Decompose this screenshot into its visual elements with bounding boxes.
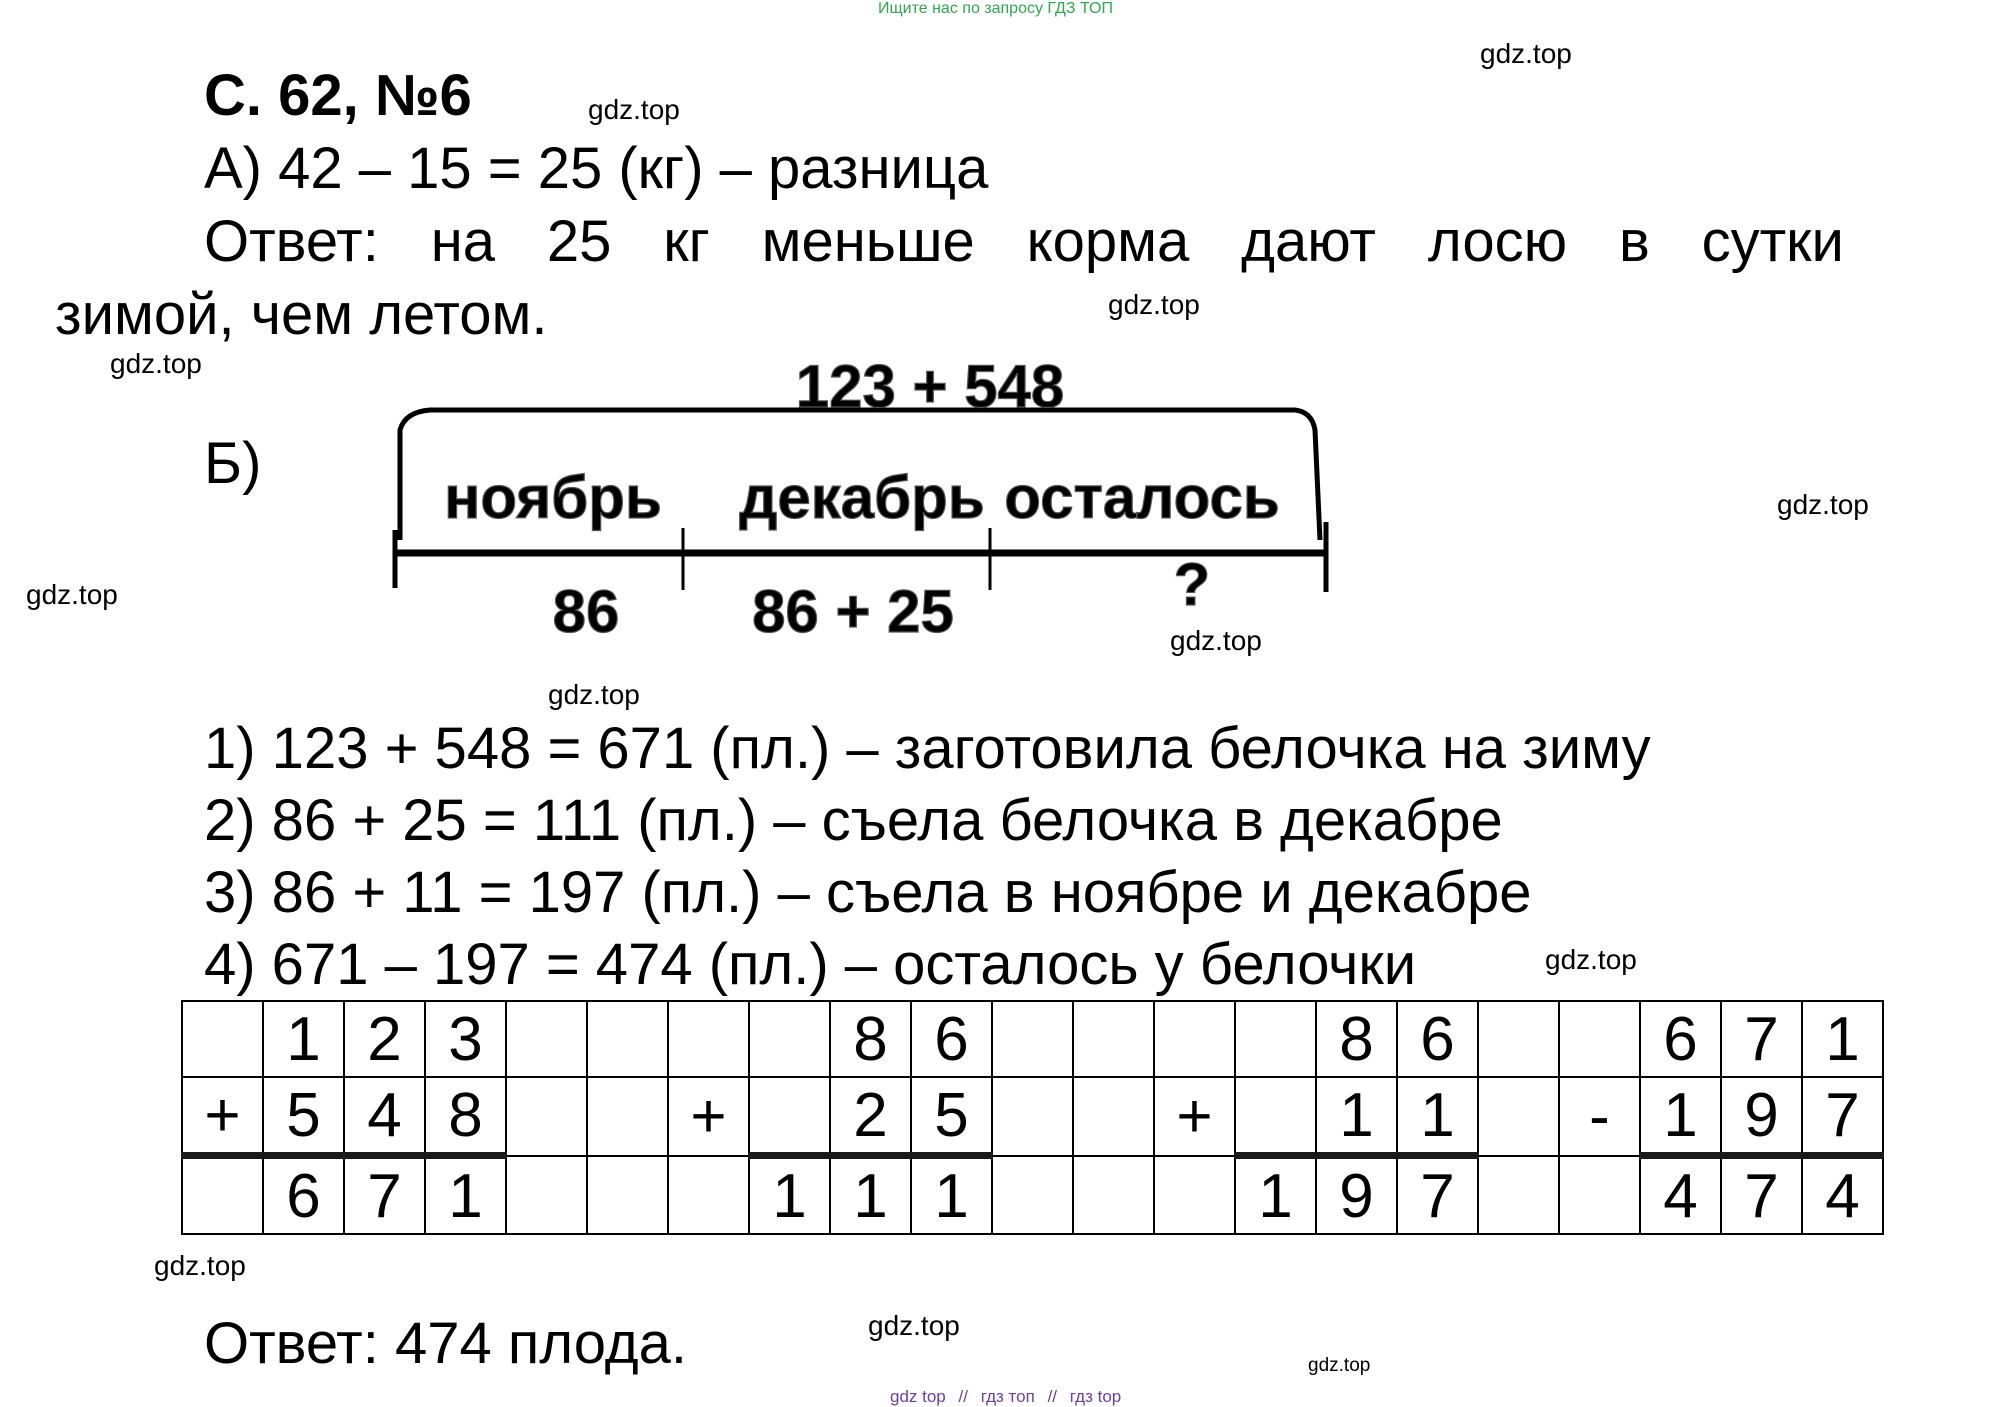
watermark: gdz.top (588, 94, 680, 125)
grid-cell (1559, 1156, 1640, 1235)
grid-cell (992, 1156, 1073, 1235)
watermark: gdz.top (1480, 38, 1572, 69)
watermark: gdz.top (868, 1310, 960, 1341)
part-a-equation: А) 42 – 15 = 25 (кг) – разница (204, 136, 989, 201)
watermark: gdz.top (1108, 289, 1200, 320)
grid-cell: 7 (344, 1156, 425, 1235)
segment-label-december: декабрь (739, 464, 985, 531)
grid-cell (506, 1077, 587, 1156)
answer-word: лосю (1427, 209, 1568, 274)
grid-cell (506, 1156, 587, 1235)
step-3: 3) 86 + 11 = 197 (пл.) – съела в ноябре и декабре (204, 860, 1532, 925)
grid-cell: 4 (1640, 1156, 1721, 1235)
grid-cell: 2 (830, 1077, 911, 1156)
grid-cell (1073, 1077, 1154, 1156)
grid-cell: + (182, 1077, 263, 1156)
total-label: 123 + 548 (795, 353, 1065, 420)
grid-cell: 6 (911, 1001, 992, 1077)
grid-cell: 1 (1235, 1156, 1316, 1235)
answer-word: сутки (1701, 209, 1844, 274)
watermark: gdz.top (1308, 1355, 1371, 1376)
footer-separator: // (958, 1387, 968, 1406)
step-1: 1) 123 + 548 = 671 (пл.) – заготовила белочка на зиму (204, 716, 1651, 781)
grid-cell: 7 (1721, 1001, 1802, 1077)
grid-cell (587, 1001, 668, 1077)
step-2: 2) 86 + 25 = 111 (пл.) – съела белочка в декабре (204, 788, 1503, 853)
value-december: 86 + 25 (752, 578, 954, 645)
segment-label-remaining: осталось (1004, 464, 1280, 531)
grid-cell (1235, 1077, 1316, 1156)
grid-cell (1154, 1001, 1235, 1077)
grid-cell: + (668, 1077, 749, 1156)
grid-cell (1478, 1077, 1559, 1156)
value-november: 86 (552, 578, 620, 645)
grid-cell (182, 1001, 263, 1077)
grid-cell (668, 1156, 749, 1235)
grid-cell: 4 (344, 1077, 425, 1156)
exercise-heading: С. 62, №6 (204, 63, 472, 128)
final-answer: Ответ: 474 плода. (204, 1311, 687, 1376)
grid-cell: 7 (1802, 1077, 1883, 1156)
grid-cell: 9 (1721, 1077, 1802, 1156)
grid-cell: 8 (1316, 1001, 1397, 1077)
footer-link[interactable]: гдз топ (980, 1387, 1035, 1406)
footer-link[interactable]: gdz top (890, 1387, 946, 1406)
grid-cell (587, 1077, 668, 1156)
search-hint: Ищите нас по запросу ГДЗ ТОП (878, 0, 1113, 17)
watermark: gdz.top (1170, 625, 1262, 656)
footer-links (886, 1387, 1125, 1407)
grid-row (182, 1077, 1883, 1156)
grid-cell (1559, 1001, 1640, 1077)
grid-cell (182, 1156, 263, 1235)
answer-word: Ответ: (204, 209, 379, 274)
grid-cell: 6 (1640, 1001, 1721, 1077)
watermark: gdz.top (110, 348, 202, 379)
answer-word: корма (1026, 209, 1190, 274)
grid-cell: 1 (1640, 1077, 1721, 1156)
watermark: gdz.top (1545, 944, 1637, 975)
grid-cell: 1 (911, 1156, 992, 1235)
grid-cell: 1 (830, 1156, 911, 1235)
grid-cell: 1 (425, 1156, 506, 1235)
answer-word: в (1618, 209, 1650, 274)
grid-cell: 5 (263, 1077, 344, 1156)
step-4: 4) 671 – 197 = 474 (пл.) – осталось у белочки (204, 932, 1417, 997)
grid-cell: 8 (425, 1077, 506, 1156)
answer-word: кг (663, 209, 710, 274)
watermark: gdz.top (1777, 489, 1869, 520)
grid-cell (749, 1077, 830, 1156)
grid-cell: 5 (911, 1077, 992, 1156)
part-b-label: Б) (204, 431, 262, 496)
value-remaining: ? (1173, 551, 1211, 618)
grid-cell (1154, 1156, 1235, 1235)
grid-row (182, 1001, 1883, 1077)
grid-cell: 3 (425, 1001, 506, 1077)
grid-cell (668, 1001, 749, 1077)
answer-word: дают (1241, 209, 1376, 274)
grid-cell: 4 (1802, 1156, 1883, 1235)
grid-cell (749, 1001, 830, 1077)
segment-diagram (0, 0, 1996, 700)
watermark: gdz.top (548, 679, 640, 710)
watermark: gdz.top (26, 579, 118, 610)
grid-cell: 1 (1802, 1001, 1883, 1077)
grid-cell: 6 (1397, 1001, 1478, 1077)
grid-cell (1235, 1001, 1316, 1077)
grid-cell: 1 (749, 1156, 830, 1235)
grid-cell: 1 (1316, 1077, 1397, 1156)
grid-cell: + (1154, 1077, 1235, 1156)
grid-cell: 6 (263, 1156, 344, 1235)
grid-cell (1478, 1156, 1559, 1235)
grid-cell (1478, 1001, 1559, 1077)
footer-link[interactable]: гдз top (1069, 1387, 1122, 1406)
grid-row (182, 1156, 1883, 1235)
answer-word: 25 (546, 209, 612, 274)
grid-cell (587, 1156, 668, 1235)
grid-cell: - (1559, 1077, 1640, 1156)
part-a-answer-line2: зимой, чем летом. (55, 282, 548, 347)
footer-separator: // (1047, 1387, 1058, 1406)
grid-cell: 7 (1721, 1156, 1802, 1235)
grid-cell (1073, 1001, 1154, 1077)
watermark: gdz.top (154, 1250, 246, 1281)
grid-cell (992, 1001, 1073, 1077)
grid-cell: 8 (830, 1001, 911, 1077)
grid-cell: 1 (1397, 1077, 1478, 1156)
grid-cell: 1 (263, 1001, 344, 1077)
segment-label-november: ноябрь (444, 464, 662, 531)
answer-word: на (430, 209, 495, 274)
grid-cell (506, 1001, 587, 1077)
grid-cell: 7 (1397, 1156, 1478, 1235)
grid-cell: 2 (344, 1001, 425, 1077)
grid-cell (992, 1077, 1073, 1156)
column-arithmetic-grid (181, 1000, 1884, 1235)
answer-word: меньше (761, 209, 975, 274)
grid-cell (1073, 1156, 1154, 1235)
grid-cell: 9 (1316, 1156, 1397, 1235)
